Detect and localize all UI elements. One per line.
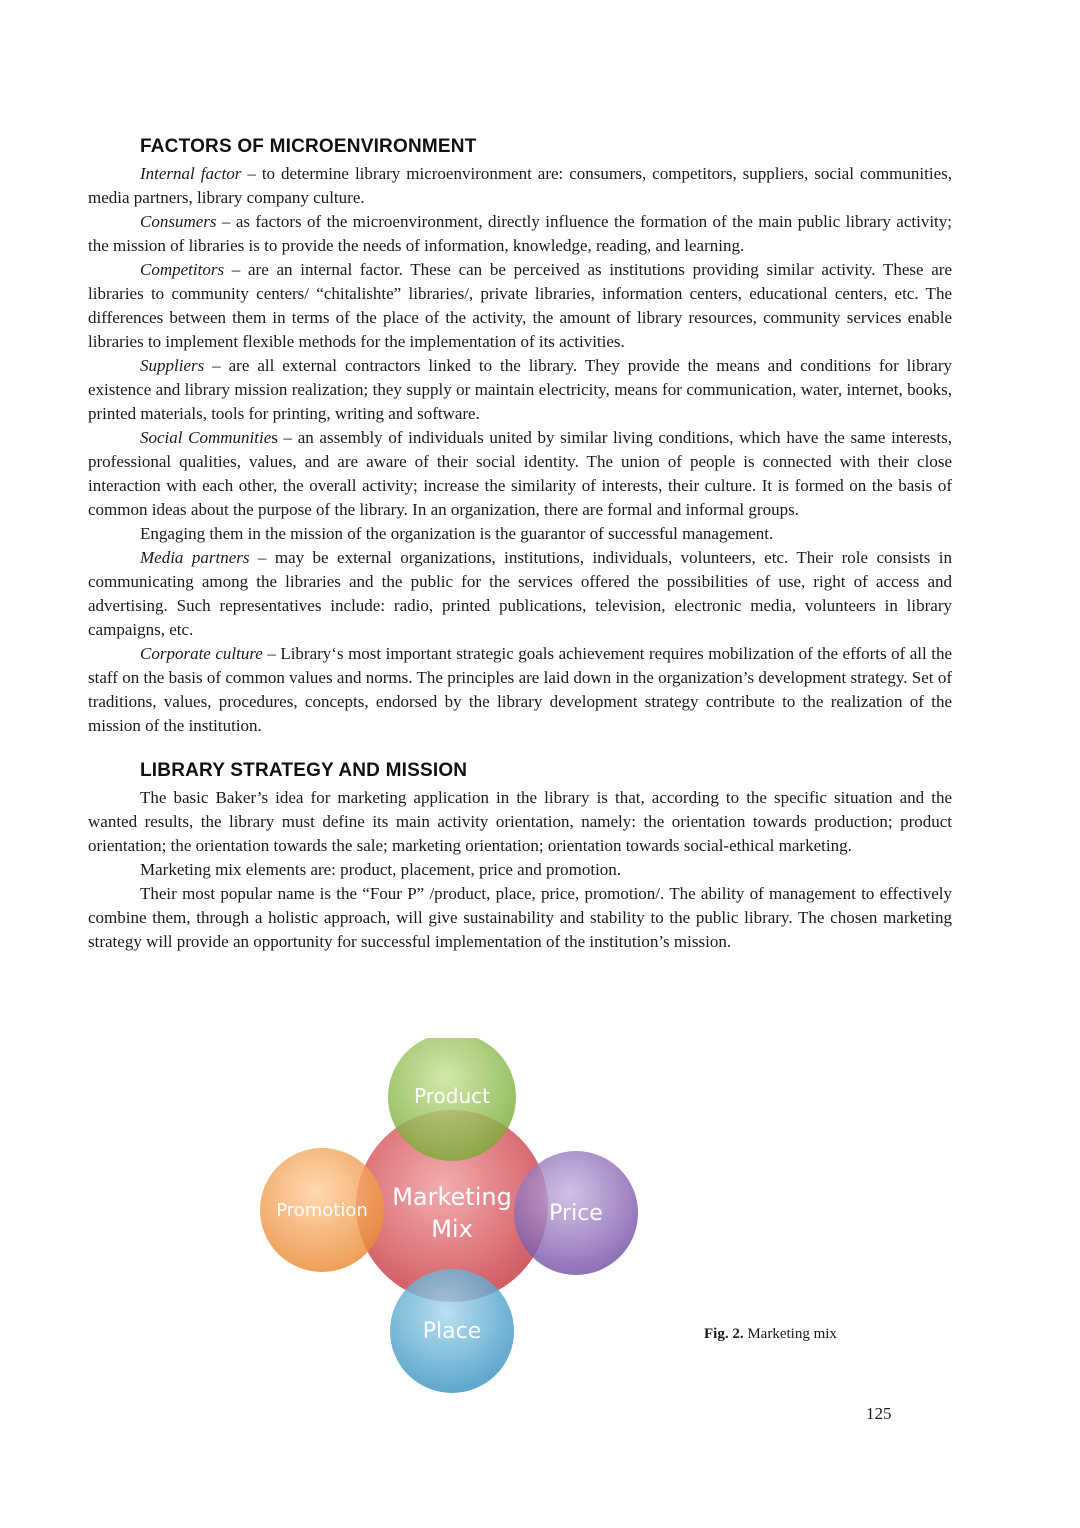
center-label-line2: Mix: [431, 1215, 473, 1243]
term: Corporate culture: [140, 644, 263, 663]
paragraph-internal-factor: [88, 162, 952, 210]
paragraph-text: – are an internal factor. These can be perceived as institutions providing similar activity. These are libraries to community centers/ “chitalishte” libraries/, private libraries, information centers, educational centers, etc. The differences between them in terms of the place of the activity, the amount of library resources, community services enable libraries to implement flexible methods for the implementation of its activities.: [88, 260, 952, 351]
figure-caption-text: Marketing mix: [743, 1326, 837, 1342]
paragraph-text: – may be external organizations, institutions, individuals, volunteers, etc. Their role consists in communicating among the libraries and the public for the services offered the possibilities of use, right of access and advertising. Such representatives include: radio, printed publications, television, electronic media, volunteers in library campaigns, etc.: [88, 548, 952, 639]
paragraph-text: s – an assembly of individuals united by similar living conditions, which have the same interests, professional qualities, values, and are aware of their social identity. The union of people is connected with their close interaction with each other, the overall activity; increase the similarity of interests, their culture. It is formed on the basis of common ideas about the purpose of the library. In an organization, there are formal and informal groups.: [88, 428, 952, 519]
term: Social Communitie: [140, 428, 272, 447]
figure-label: Fig. 2.: [704, 1326, 744, 1342]
section-heading-strategy: LIBRARY STRATEGY AND MISSION: [140, 760, 468, 781]
paragraph-text: – to determine library microenvironment are: consumers, competitors, suppliers, social communities, media partners, library company culture.: [88, 164, 952, 207]
paragraph-competitors: [88, 258, 952, 354]
marketing-mix-diagram: [258, 1038, 648, 1394]
term: Competitors: [140, 260, 225, 279]
term: Internal factor: [140, 164, 242, 183]
paragraph-engaging: [88, 522, 952, 546]
paragraph-baker: The basic Baker’s idea for marketing application in the library is that, according to the specific situation and the wanted results, the library must define its main activity orientation, namely: the orientation towards production; product orientation; the orientation towards the sale; marketing orientation; orientation towards social-ethical marketing.: [88, 788, 952, 855]
term: Media partners: [140, 548, 250, 567]
paragraph-text: Engaging them in the mission of the organization is the guarantor of successful management.: [140, 524, 774, 543]
promotion-label: Promotion: [276, 1200, 368, 1221]
figure-caption: [704, 1326, 837, 1343]
product-label: Product: [414, 1084, 490, 1108]
center-label-line1: Marketing: [392, 1183, 512, 1211]
paragraph-four-p: Their most popular name is the “Four P” /product, place, price, promotion/. The ability of management to effectively combine them, through a holistic approach, will give sustainability and stability to the public library. The chosen marketing strategy will provide an opportunity for successful implementation of the institution’s mission.: [88, 884, 952, 951]
paragraph-text: – are all external contractors linked to the library. They provide the means and conditions for library existence and library mission realization; they supply or maintain electricity, means for communication, water, internet, books, printed materials, tools for printing, writing and software.: [88, 356, 952, 423]
paragraph-corporate-culture: [88, 642, 952, 738]
price-label: Price: [549, 1201, 603, 1226]
term: Consumers: [140, 212, 217, 231]
paragraph-text: – Library‘s most important strategic goals achievement requires mobilization of the efforts of all the staff on the basis of common values and norms. The principles are laid down in the organization’s development strategy. Set of traditions, values, procedures, concepts, endorsed by the library development strategy contribute to the realization of the mission of the institution.: [88, 644, 952, 735]
paragraph-social-communities: [88, 426, 952, 522]
section-heading-microenvironment: FACTORS OF MICROENVIRONMENT: [140, 136, 477, 157]
paragraph-suppliers: [88, 354, 952, 426]
paragraph-consumers: [88, 210, 952, 258]
paragraph-text: – as factors of the microenvironment, directly influence the formation of the main public library activity; the mission of libraries is to provide the needs of information, knowledge, reading, and learning.: [88, 212, 952, 255]
marketing-mix-svg: [258, 1038, 648, 1394]
page-number: 125: [866, 1404, 892, 1423]
page-content: [88, 136, 952, 954]
paragraph-media-partners: [88, 546, 952, 642]
paragraph-mix-elements: Marketing mix elements are: product, placement, price and promotion.: [140, 860, 622, 879]
term: Suppliers: [140, 356, 205, 375]
place-label: Place: [422, 1319, 482, 1344]
